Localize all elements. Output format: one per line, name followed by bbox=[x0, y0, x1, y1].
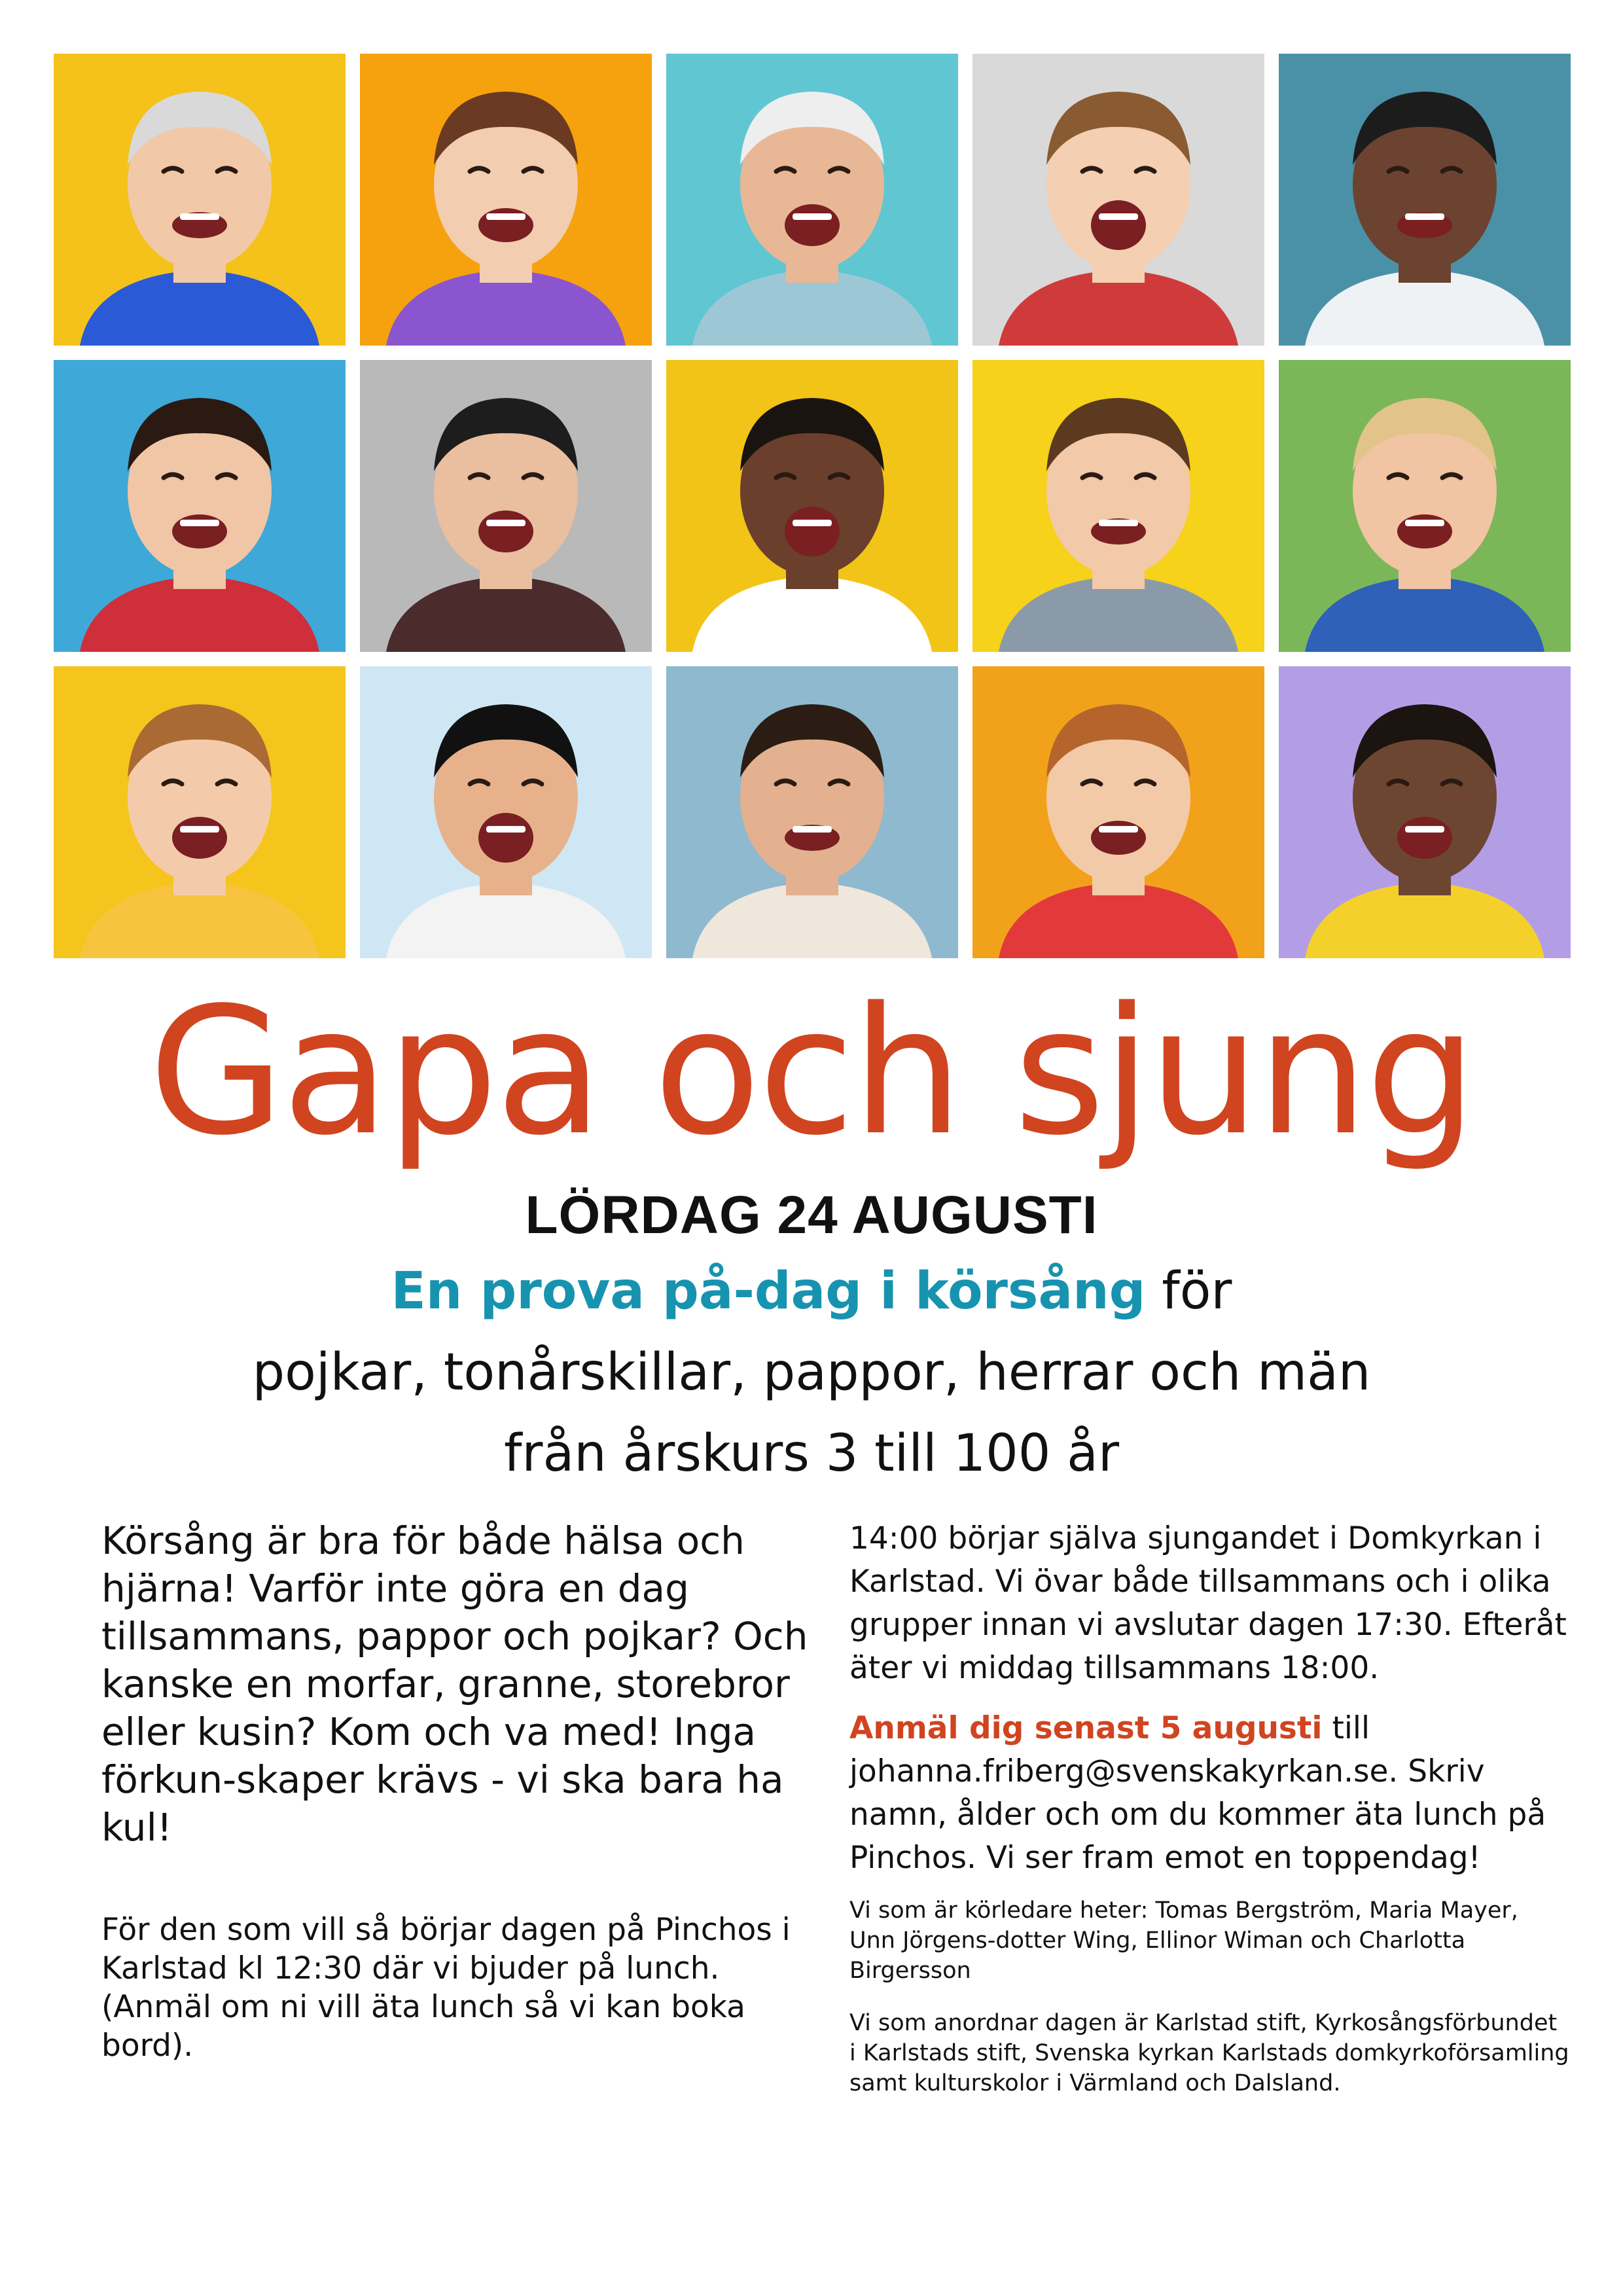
photo-bearded-man-brush bbox=[666, 666, 958, 958]
organizers-paragraph: Vi som anordnar dagen är Karlstad stift, Kyrkosångsförbundet i Karlstads stift, Svenska kyrkan Karlstads domkyrkoförsamling samt kulturskolor i Värmland och Dalsland. bbox=[849, 2010, 1569, 2096]
signup-paragraph bbox=[849, 1707, 1569, 1880]
signup-details: till johanna.friberg@svenskakyrkan.se. Skriv namn, ålder och om du kommer äta lunch på Pinchos. Vi ser fram emot en toppendag! bbox=[849, 1710, 1546, 1876]
subtitle-line-3: från årskurs 3 till 100 år bbox=[503, 1424, 1120, 1483]
left-column bbox=[101, 1517, 815, 2065]
photo-man-laughing-grey bbox=[360, 360, 652, 652]
photo-boy-shouting bbox=[1279, 360, 1571, 652]
photo-teen-headphones bbox=[54, 360, 346, 652]
photo-boy-surprised bbox=[972, 666, 1264, 958]
photo-boy-eyes-closed bbox=[54, 666, 346, 958]
leaders-paragraph: Vi som är körledare heter: Tomas Bergström, Maria Mayer, Unn Jörgens-dotter Wing, Ellinor Wiman och Charlotta Birgersson bbox=[849, 1897, 1518, 1984]
event-date: LÖRDAG 24 AUGUSTI bbox=[525, 1185, 1098, 1245]
photo-old-man-microphone bbox=[54, 54, 346, 346]
photo-teen-laughing bbox=[360, 666, 652, 958]
subtitle-highlight: En prova på-dag i körsång bbox=[391, 1262, 1146, 1321]
photo-teen-purple-jacket bbox=[360, 54, 652, 346]
schedule-paragraph: 14:00 börjar själva sjungandet i Domkyrkan i Karlstad. Vi övar både tillsammans och i olika grupper innan vi avslutar dagen 17:30. Efteråt äter vi middag tillsammans 18:00. bbox=[849, 1520, 1567, 1686]
photo-teen-earbuds bbox=[1279, 666, 1571, 958]
photo-boy-smirk bbox=[972, 360, 1264, 652]
subtitle-rest: för bbox=[1145, 1262, 1232, 1321]
signup-deadline: Anmäl dig senast 5 augusti bbox=[849, 1710, 1323, 1746]
photo-man-smiling bbox=[1279, 54, 1571, 346]
lunch-paragraph: För den som vill så börjar dagen på Pinchos i Karlstad kl 12:30 där vi bjuder på lunch. (Anmäl om ni vill äta lunch så vi kan boka bord). bbox=[101, 1912, 791, 2064]
photo-grid bbox=[54, 54, 1571, 958]
photo-boy-sunglasses-mic bbox=[972, 54, 1264, 346]
photo-man-shower-brush bbox=[666, 54, 958, 346]
subtitle-line-1 bbox=[0, 1262, 1623, 1321]
intro-paragraph: Körsång är bra för både hälsa och hjärna! Varför inte göra en dag tillsammans, pappor och pojkar? Och kanske en morfar, granne, storebror eller kusin? Kom och va med! Inga förkun-skaper krävs - vi ska bara ha kul! bbox=[101, 1518, 808, 1850]
poster-title: Gapa och sjung bbox=[149, 970, 1474, 1174]
photo-girl-curly-singing bbox=[666, 360, 958, 652]
subtitle-line-2: pojkar, tonårskillar, pappor, herrar och män bbox=[252, 1343, 1371, 1402]
right-column bbox=[849, 1517, 1569, 2098]
